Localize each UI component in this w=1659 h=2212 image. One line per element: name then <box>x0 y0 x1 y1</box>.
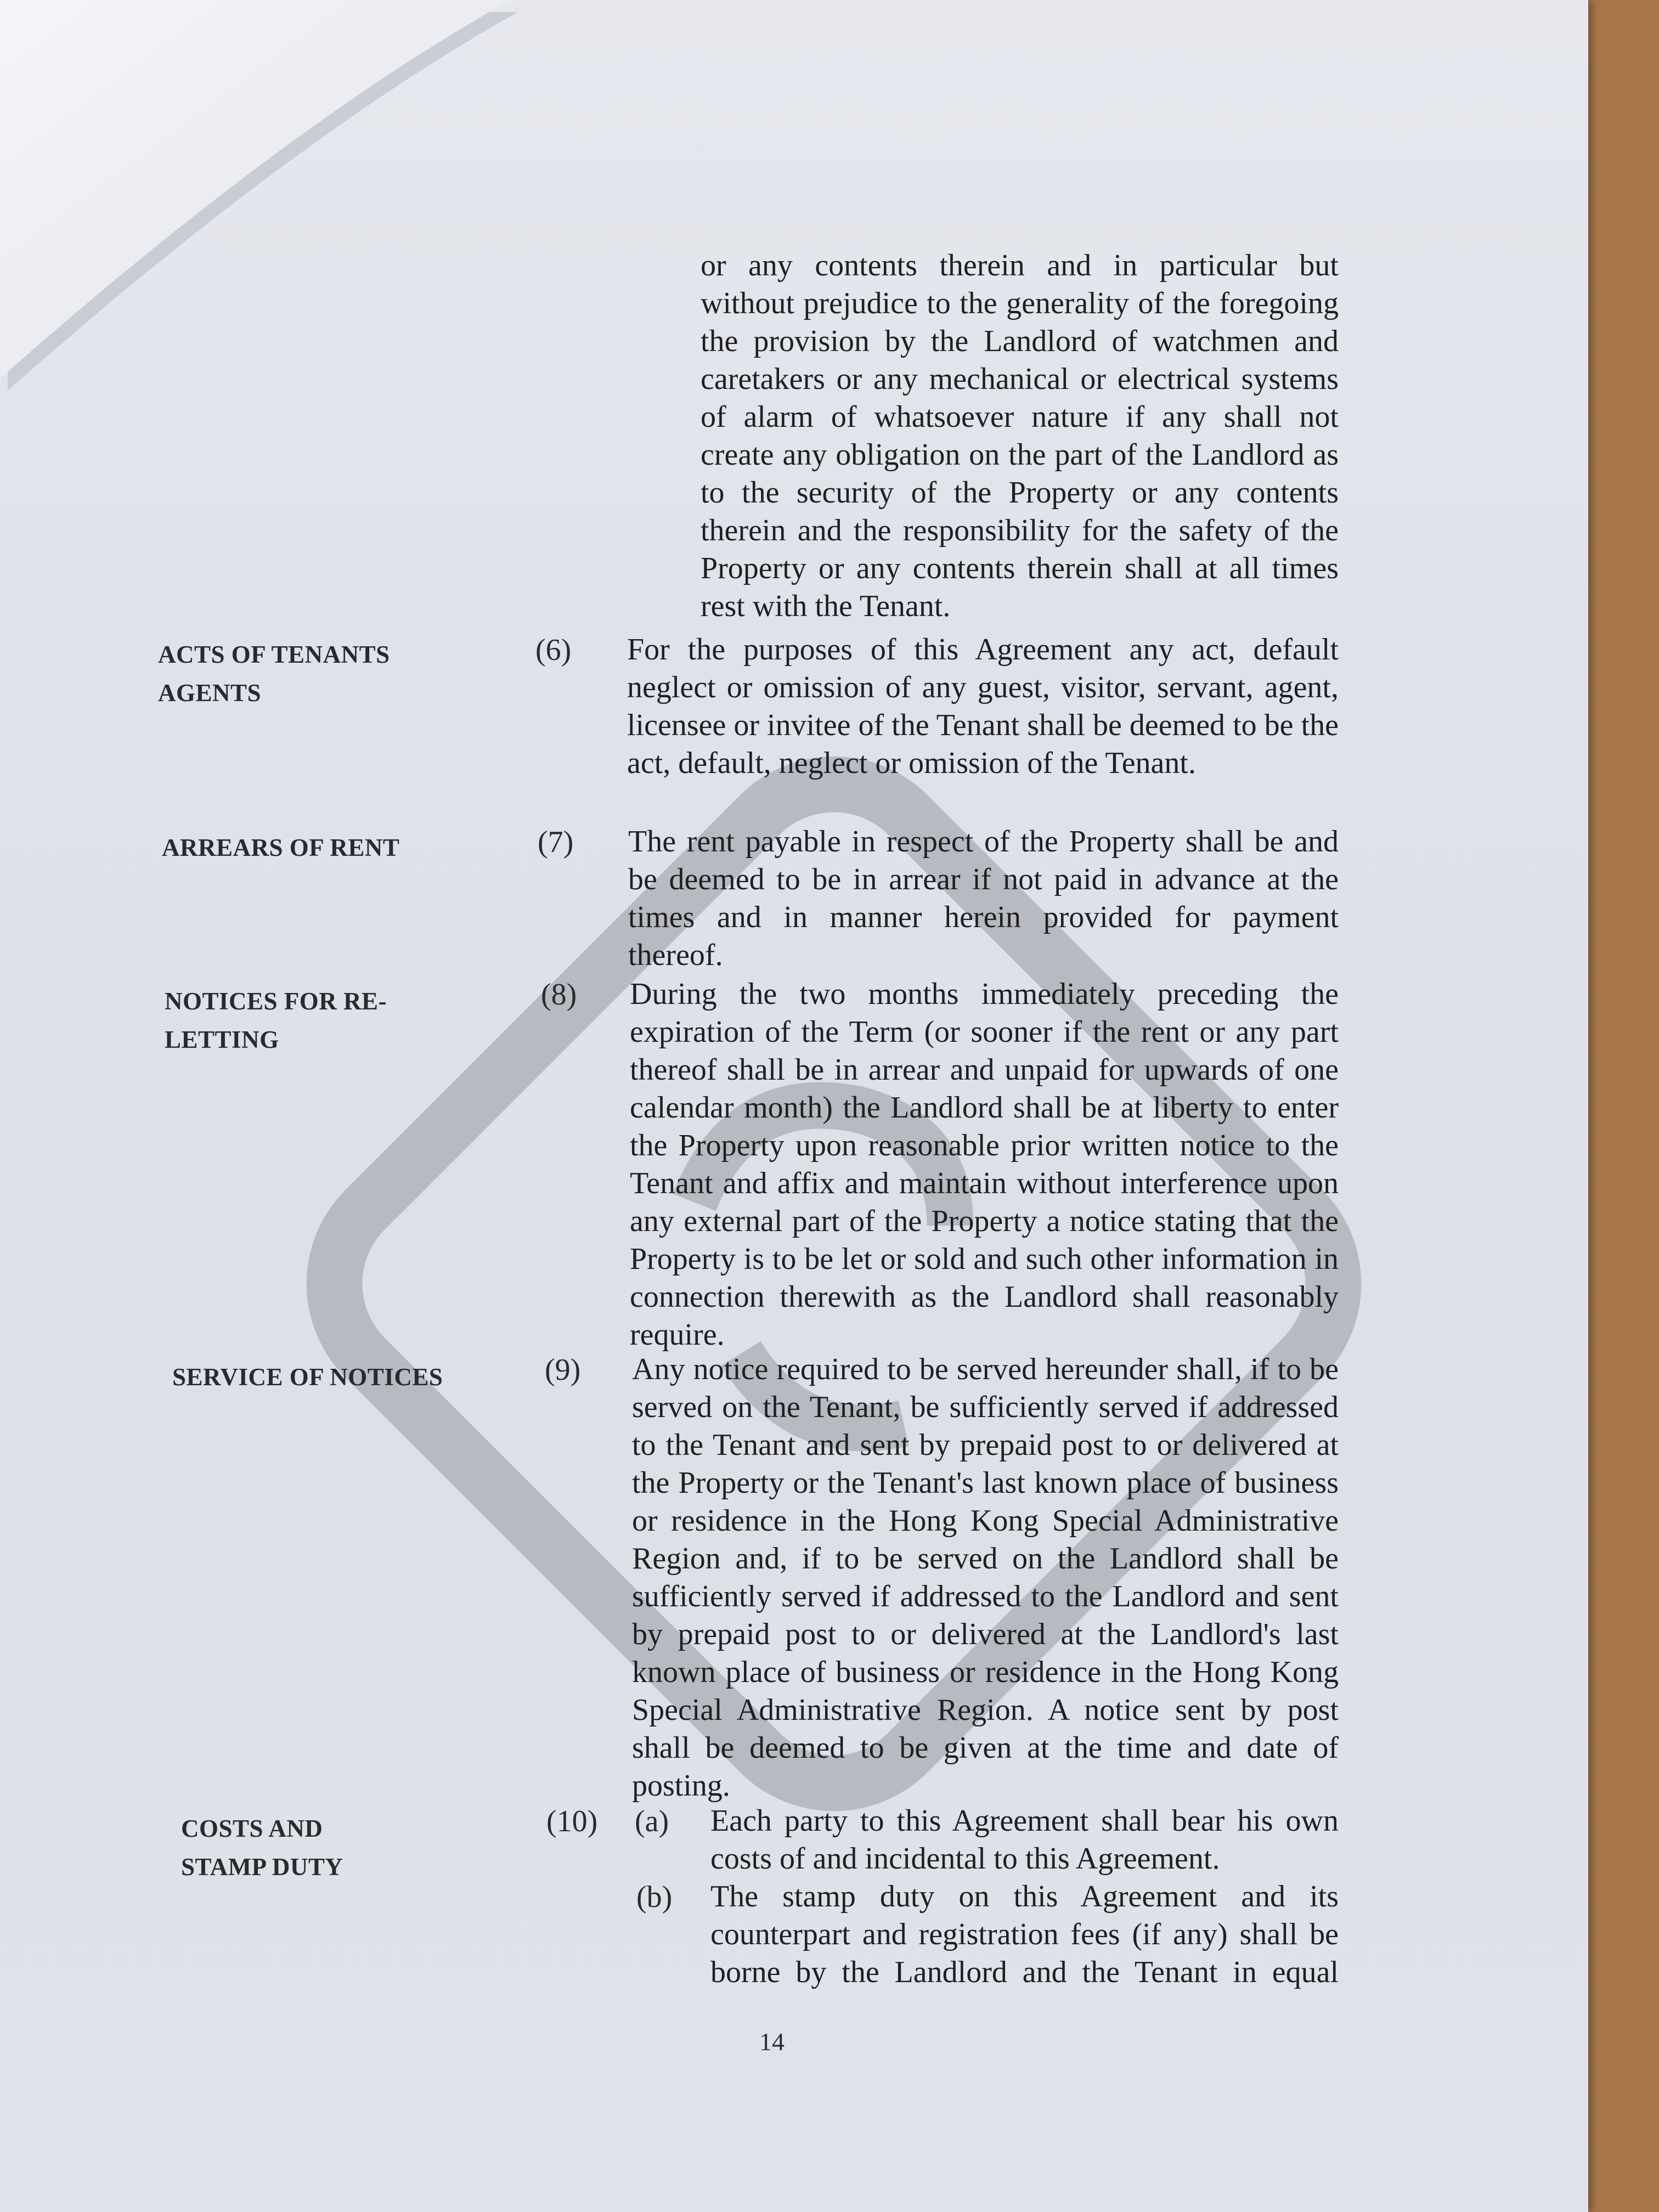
clause-8-text: During the two months immediately preceding the expiration of the Term (or sooner if the rent or any part thereof shall be in arrear and unpaid for upwards of one calendar month) the Landlord shall be at liberty to enter the Property upon reasonable prior written notice to the Tenant and affix and maintain without interference upon any external part of the Property a notice stating that the Property is to be let or sold and such other information in connection therewith as the Landlord shall reasonably require. <box>630 977 1339 1352</box>
page-number: 14 <box>759 2028 785 2056</box>
clause-10a-text: Each party to this Agreement shall bear his own costs of and incidental to this Agreement. <box>710 1804 1339 1876</box>
clause-7-text: The rent payable in respect of the Property shall be and be deemed to be in arrear if not paid in advance at the times and in manner herein provided for payment thereof. <box>628 825 1339 972</box>
clause-8-heading-line-2: LETTING <box>165 1026 279 1053</box>
clause-10-number: (10) <box>546 1804 598 1838</box>
clause-9-text: Any notice required to be served hereunder shall, if to be served on the Tenant, be sufficiently served if addressed to the Tenant and sent by prepaid post to or delivered at the Property or the Tenant's last known place of business or residence in the Hong Kong Special Administrative Region and, if to be served on the Landlord shall be sufficiently served if addressed to the Landlord and sent by prepaid post to or delivered at the Landlord's last known place of business or residence in the Hong Kong Special Administrative Region. A notice sent by post shall be deemed to be given at the time and date of posting. <box>632 1352 1339 1803</box>
clause-7-heading <box>162 828 399 867</box>
clause-7-heading-line-1: ARREARS OF RENT <box>162 834 400 861</box>
clause-6-heading-line-2: AGENTS <box>158 679 262 707</box>
clause-6-heading-line-1: ACTS OF TENANTS <box>158 641 390 668</box>
clause-6-heading <box>158 635 390 712</box>
clause-10b-label: (b) <box>636 1880 673 1914</box>
clause-10b-text: The stamp duty on this Agreement and its counterpart and registration fees (if any) shall be borne by the Landlord and the Tenant in equal <box>710 1880 1339 1989</box>
clause-10-heading-line-2: STAMP DUTY <box>181 1853 343 1881</box>
clause-7-number: (7) <box>538 825 574 859</box>
clause-6-number: (6) <box>535 633 572 667</box>
clause-6-text: For the purposes of this Agreement any act, default neglect or omission of any guest, visitor, servant, agent, licensee or invitee of the Tenant shall be deemed to be the act, default, neglect or omission of the Tenant. <box>627 633 1339 780</box>
clause-8-heading <box>165 982 387 1059</box>
clause-10-heading <box>181 1809 343 1886</box>
continuation-paragraph: or any contents therein and in particular but without prejudice to the generality of the foregoing the provision by the Landlord of watchmen and caretakers or any mechanical or electrical systems of alarm of whatsoever nature if any shall not create any obligation on the part of the Landlord as to the security of the Property or any contents therein and the responsibility for the safety of the Property or any contents therein shall at all times rest with the Tenant. <box>701 249 1339 623</box>
clause-10-heading-line-1: COSTS AND <box>181 1815 323 1842</box>
clause-10a-label: (a) <box>635 1804 669 1838</box>
clause-8-number: (8) <box>541 978 577 1012</box>
clause-9-heading-line-1: SERVICE OF NOTICES <box>172 1363 443 1391</box>
clause-9-number: (9) <box>545 1353 581 1387</box>
clause-9-heading <box>172 1358 443 1396</box>
clause-8-heading-line-1: NOTICES FOR RE- <box>165 988 387 1015</box>
